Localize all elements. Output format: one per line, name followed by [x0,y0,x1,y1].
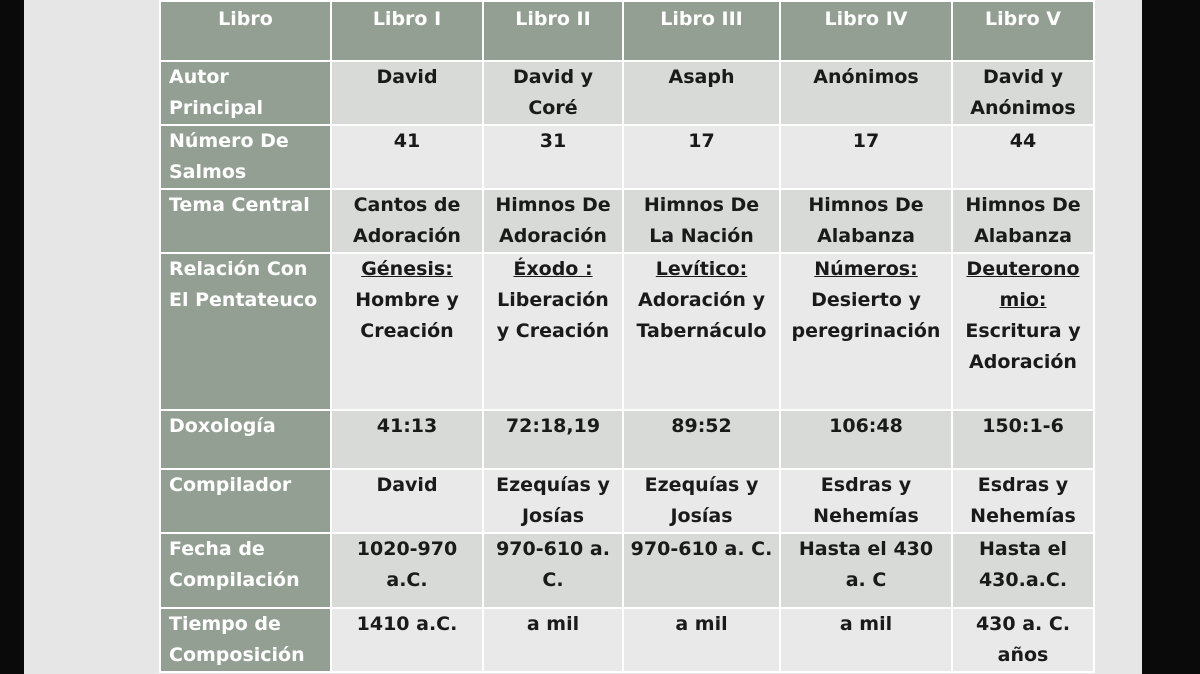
table-cell: 150:1-6 [952,410,1094,469]
pentateuch-book-description: Escritura y Adoración [965,320,1081,373]
table-cell: Hasta el 430 a. C [780,533,952,608]
table-cell [623,253,780,410]
table-cell: Ezequías y Josías [483,469,623,533]
pentateuch-book-description: Adoración y Tabernáculo [636,289,767,342]
table-cell: 44 [952,125,1094,189]
psalms-books-table [159,0,1095,673]
table-cell: David [331,61,483,125]
pentateuch-book-description: Desierto y peregrinación [791,289,941,342]
table-cell: 970-610 a. C. [623,533,780,608]
table-cell: Esdras y Nehemías [780,469,952,533]
header-cell: Libro I [331,1,483,61]
row-header: Fecha de Compilación [160,533,331,608]
table-cell [483,253,623,410]
header-cell: Libro V [952,1,1094,61]
table-cell [952,253,1094,410]
table-cell: a mil [780,608,952,672]
table-cell: a mil [483,608,623,672]
table-cell: Asaph [623,61,780,125]
table-cell: Himnos De Alabanza [952,189,1094,253]
table-row [160,608,1094,672]
table-row [160,469,1094,533]
header-cell: Libro IV [780,1,952,61]
header-cell: Libro II [483,1,623,61]
table-cell [780,253,952,410]
table-cell: 31 [483,125,623,189]
table-cell: 17 [623,125,780,189]
table-cell: Esdras y Nehemías [952,469,1094,533]
table-row [160,410,1094,469]
row-header: Doxología [160,410,331,469]
row-header: Tiempo de Composición [160,608,331,672]
table-cell: 17 [780,125,952,189]
header-row [160,1,1094,61]
table-cell: 89:52 [623,410,780,469]
row-header: Número De Salmos [160,125,331,189]
table-cell: 970-610 a. C. [483,533,623,608]
table-cell: a mil [623,608,780,672]
table-cell: David y Anónimos [952,61,1094,125]
header-cell: Libro III [623,1,780,61]
table-cell: 41:13 [331,410,483,469]
pentateuch-book-title: Números: [814,258,918,280]
row-header: Tema Central [160,189,331,253]
table-row [160,61,1094,125]
row-header: Relación Con El Pentateuco [160,253,331,410]
table-row [160,189,1094,253]
pentateuch-book-description: Hombre y Creación [355,289,459,342]
pentateuch-book-description: Liberación y Creación [496,289,610,342]
table-cell: 41 [331,125,483,189]
table-cell: Ezequías y Josías [623,469,780,533]
table-cell: 1410 a.C. [331,608,483,672]
pentateuch-book-title: Éxodo : [513,258,593,280]
header-cell: Libro [160,1,331,61]
pentateuch-book-title: Deuteronomio: [966,258,1080,311]
table-cell: Cantos de Adoración [331,189,483,253]
row-header: Compilador [160,469,331,533]
table-cell: Himnos De Alabanza [780,189,952,253]
table-cell: 106:48 [780,410,952,469]
pentateuch-book-title: Génesis: [361,258,453,280]
table-cell: 430 a. C. años [952,608,1094,672]
row-header: Autor Principal [160,61,331,125]
table-cell: Himnos De Adoración [483,189,623,253]
table-cell: Himnos De La Nación [623,189,780,253]
table-row [160,533,1094,608]
table-cell: Hasta el 430.a.C. [952,533,1094,608]
table-cell: David [331,469,483,533]
table-cell: 1020-970 a.C. [331,533,483,608]
table-cell: 72:18,19 [483,410,623,469]
slide-background [24,0,1142,674]
table-cell [331,253,483,410]
table-row [160,125,1094,189]
table-cell: David y Coré [483,61,623,125]
table-cell: Anónimos [780,61,952,125]
pentateuch-book-title: Levítico: [655,258,748,280]
table-row [160,253,1094,410]
